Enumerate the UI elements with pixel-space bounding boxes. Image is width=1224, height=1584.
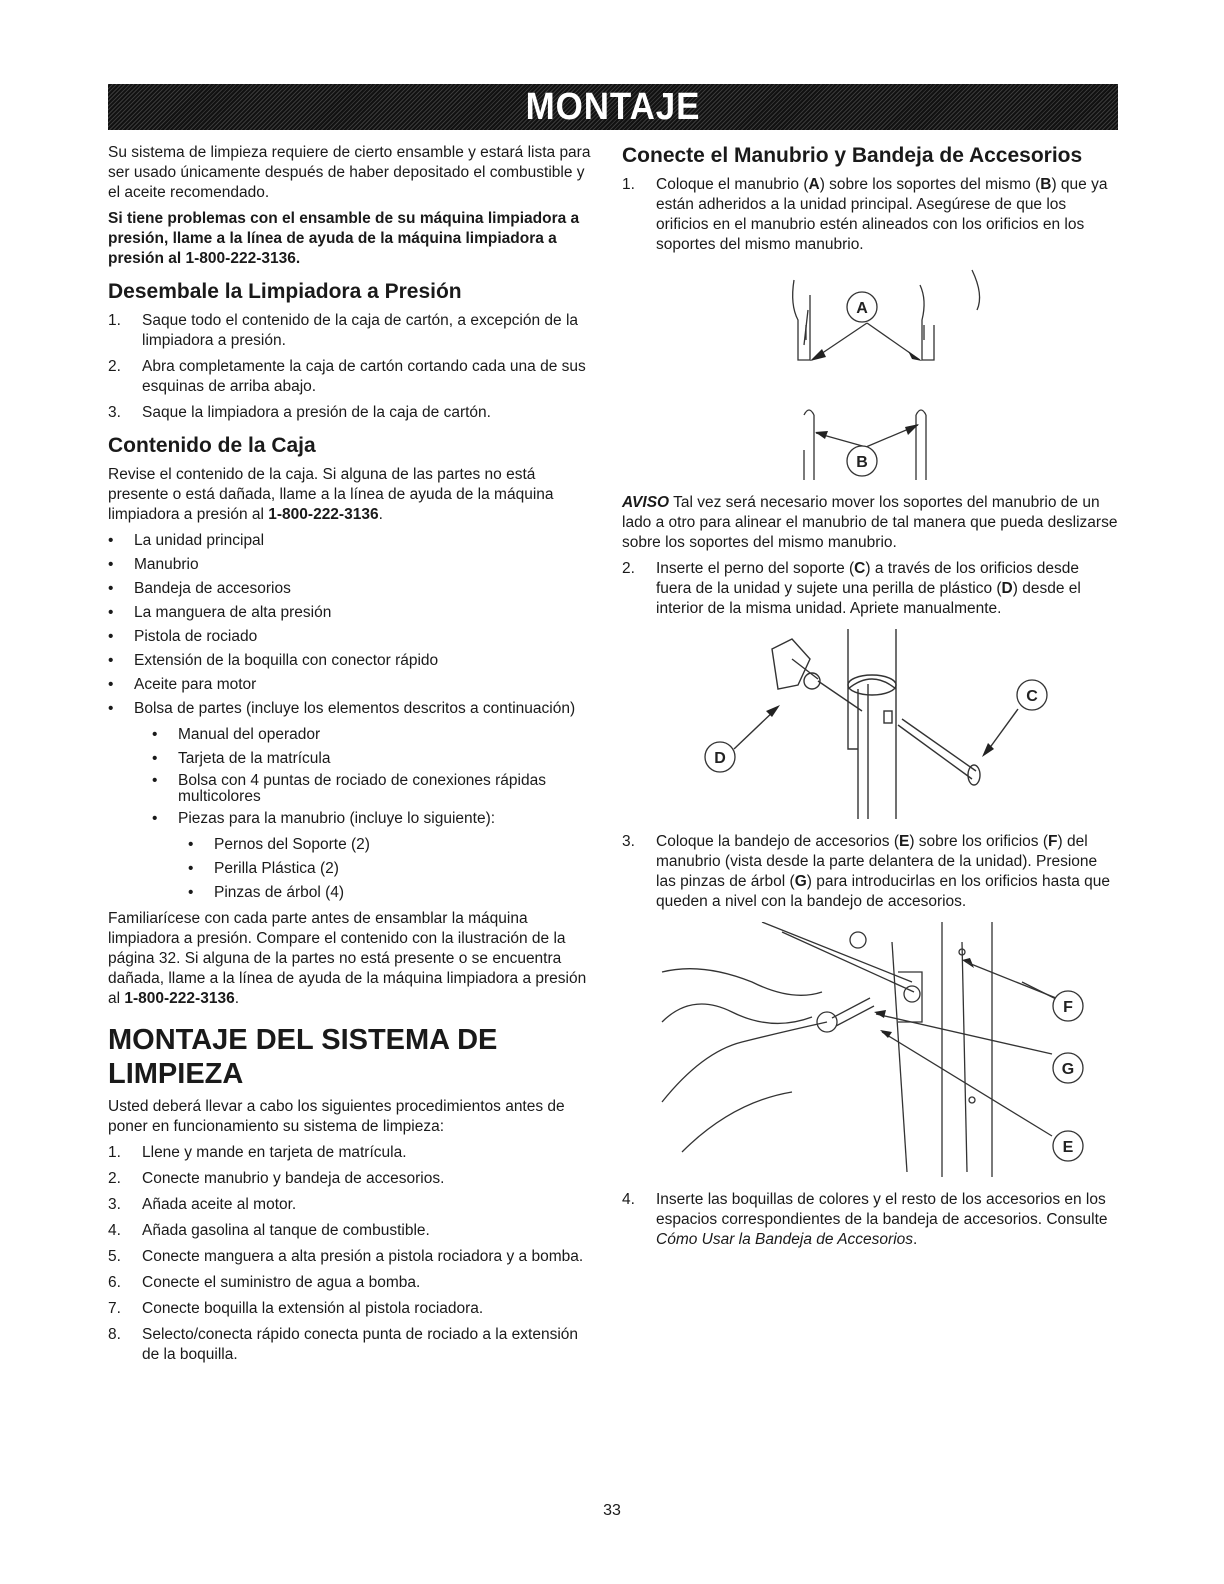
page-number: 33 [603, 1502, 621, 1519]
list-item: • Manubrio [108, 555, 594, 575]
left-column [108, 143, 594, 1371]
contenido-heading: Contenido de la Caja [108, 434, 316, 457]
label-g: G [1061, 1061, 1075, 1078]
list-item: 2. Conecte manubrio y bandeja de accesorios. [108, 1170, 445, 1187]
list-item: 8. Selecto/conecta rápido conecta punta de rociado a la extensión de la boquilla. [108, 1326, 579, 1363]
list-item: 6. Conecte el suministro de agua a bomba. [108, 1274, 421, 1291]
phone-number: 1-800-222-3136 [124, 990, 235, 1007]
list-item: • Aceite para motor [108, 675, 594, 695]
conecte-step3 [622, 832, 1118, 912]
section-banner [108, 84, 1118, 130]
cross-reference: Cómo Usar la Bandeja de Accesorios [656, 1231, 914, 1248]
list-item: 2. Abra completamente la caja de cartón cortando cada una de sus esquinas de arriba abajo. [108, 358, 586, 395]
desembale-steps [108, 311, 594, 423]
montaje-steps [108, 1143, 594, 1365]
conecte-step1 [622, 175, 1118, 255]
list-item: • La unidad principal [108, 531, 594, 551]
list-item: • Perilla Plástica (2) [188, 859, 594, 879]
montaje-heading: MONTAJE DEL SISTEMA DE LIMPIEZA [108, 1024, 498, 1090]
list-item: 3. Saque la limpiadora a presión de la caja de cartón. [108, 404, 491, 421]
list-item: • Pistola de rociado [108, 627, 594, 647]
list-item: 3. Coloque la bandejo de accesorios (E) sobre los orificios (F) del manubrio (vista desde la parte delantera de la unidad). Presione las pinzas de árbol (G) para introducirlas en los orificios hasta que queden a nivel con la bandejo de accesorios. [622, 833, 1111, 910]
list-item: • Piezas para la manubrio (incluye lo siguiente): [152, 809, 594, 829]
list-item: 4. Inserte las boquillas de colores y el resto de los accesorios en los espacios correspondientes de la bandeja de accesorios. Consulte Cómo Usar la Bandeja de Accesorios. [622, 1191, 1108, 1248]
list-item: • Extensión de la boquilla con conector rápido [108, 651, 594, 671]
list-item: • Bandeja de accesorios [108, 579, 594, 599]
list-item: 3. Añada aceite al motor. [108, 1196, 297, 1213]
aviso-label: AVISO [622, 494, 670, 511]
list-item: 7. Conecte boquilla la extensión al pistola rociadora. [108, 1300, 484, 1317]
list-item: • Tarjeta de la matrícula [152, 749, 594, 769]
contenido-list [108, 531, 594, 719]
list-item: • Bolsa de partes (incluye los elementos descritos a continuación) [108, 699, 594, 719]
list-item: 5. Conecte manguera a alta presión a pistola rociadora y a bomba. [108, 1248, 584, 1265]
list-item: 1. Coloque el manubrio (A) sobre los soportes del mismo (B) que ya están adheridos a la unidad principal. Asegúrese de que los orificios en el manubrio estén alineados con los orificios en los soportes del mismo manubrio. [622, 176, 1108, 253]
label-a: A [856, 300, 868, 317]
list-item: 1. Saque todo el contenido de la caja de cartón, a excepción de la limpiadora a presión. [108, 312, 579, 349]
label-c: C [1026, 688, 1038, 705]
label-e: E [1062, 1139, 1074, 1156]
contenido-paragraph: Revise el contenido de la caja. Si alguna de las partes no está presente o está dañada, llame a la línea de ayuda de la máquina limpiadora a presión al 1-800-222-3136. [108, 466, 554, 523]
list-item: • Pinzas de árbol (4) [188, 883, 594, 903]
desembale-heading: Desembale la Limpiadora a Presión [108, 280, 462, 303]
list-item: 1. Llene y mande en tarjeta de matrícula. [108, 1144, 407, 1161]
bolt-knob-figure [622, 629, 1118, 819]
list-item: • Pernos del Soporte (2) [188, 835, 594, 855]
familiar-paragraph: Familiarícese con cada parte antes de ensamblar la máquina limpiadora a presión. Compare el contenido con la ilustración de la página 32. Si alguna de la partes no está presente o se encuentra dañada, llame a la línea de ayuda de la máquina limpiadora a presión al 1-800-222-3136. [108, 910, 587, 1007]
list-item: • Manual del operador [152, 725, 594, 745]
contenido-subsublist [188, 835, 594, 903]
phone-number: 1-800-222-3136 [268, 506, 379, 523]
aviso-paragraph: AVISO Tal vez será necesario mover los soportes del manubrio de un lado a otro para alinear el manubrio de tal manera que pueda deslizarse sobre los soportes del mismo manubrio. [622, 494, 1118, 551]
conecte-heading: Conecte el Manubrio y Bandeja de Accesorios [622, 144, 1083, 167]
label-f: F [1063, 999, 1073, 1016]
right-column [622, 143, 1118, 1256]
conecte-step4 [622, 1190, 1118, 1250]
list-item: 2. Inserte el perno del soporte (C) a través de los orificios desde fuera de la unidad y sujete una perilla de plástico (D) desde el interior de la misma unidad. Apriete manualmente. [622, 560, 1081, 617]
handle-bracket-figure [622, 265, 1118, 480]
list-item: • Bolsa con 4 puntas de rociado de conexiones rápidas multicolores [152, 773, 594, 805]
contenido-sublist [152, 725, 594, 829]
label-b: B [856, 454, 868, 471]
tray-clip-figure [622, 922, 1118, 1177]
intro-bold-paragraph: Si tiene problemas con el ensamble de su máquina limpiadora a presión, llame a la línea de ayuda de la máquina limpiadora a presión al 1-800-222-3136. [108, 210, 580, 267]
intro-paragraph: Su sistema de limpieza requiere de cierto ensamble y estará lista para ser usado únicamente después de haber depositado el combustible y el aceite recomendado. [108, 144, 591, 201]
montaje-intro: Usted deberá llevar a cabo los siguientes procedimientos antes de poner en funcionamiento su sistema de limpieza: [108, 1098, 565, 1135]
conecte-step2 [622, 559, 1118, 619]
list-item: • La manguera de alta presión [108, 603, 594, 623]
banner-title: MONTAJE [525, 86, 701, 128]
list-item: 4. Añada gasolina al tanque de combustible. [108, 1222, 430, 1239]
label-d: D [714, 750, 726, 767]
